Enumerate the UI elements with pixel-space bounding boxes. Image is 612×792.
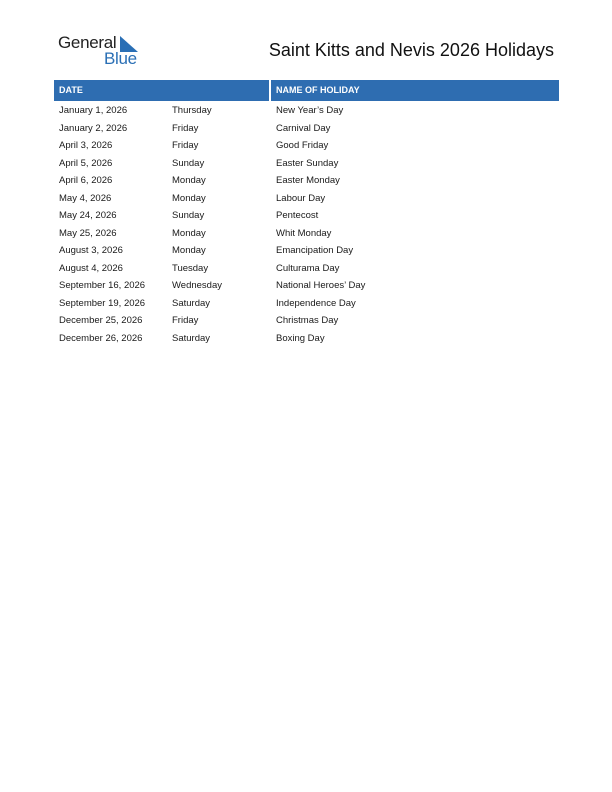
- holiday-name: New Year’s Day: [276, 105, 344, 116]
- holiday-weekday: Sunday: [172, 157, 205, 169]
- holiday-weekday: Monday: [172, 245, 206, 256]
- holiday-weekday: Sunday: [172, 210, 205, 221]
- holiday-date: May 24, 2026: [59, 210, 117, 221]
- holiday-name: Independence Day: [276, 297, 356, 309]
- table-row: [54, 225, 559, 243]
- table-row: [54, 295, 559, 313]
- holiday-name: Christmas Day: [276, 315, 339, 326]
- logo-word-blue: Blue: [104, 49, 137, 68]
- holiday-date: April 6, 2026: [59, 175, 113, 186]
- table-row: [54, 242, 559, 260]
- holiday-weekday: Monday: [172, 192, 206, 204]
- table-row: [54, 155, 559, 173]
- holiday-weekday: Monday: [172, 227, 206, 239]
- holiday-weekday: Friday: [172, 315, 199, 326]
- table-row: [54, 137, 559, 155]
- holiday-date: January 2, 2026: [59, 122, 128, 134]
- holiday-weekday: Monday: [172, 175, 206, 186]
- holiday-name: Good Friday: [276, 140, 329, 151]
- table-row: [54, 277, 559, 295]
- table-row: [54, 330, 559, 348]
- table-row: [54, 207, 559, 225]
- holiday-date: December 25, 2026: [59, 315, 143, 326]
- table-body: [54, 101, 559, 347]
- holiday-date: September 19, 2026: [59, 297, 146, 309]
- holiday-table: [54, 80, 559, 347]
- holiday-weekday: Tuesday: [172, 262, 209, 274]
- table-row: [54, 190, 559, 208]
- table-row: [54, 172, 559, 190]
- holiday-name: Labour Day: [276, 192, 326, 204]
- holiday-date: April 5, 2026: [59, 157, 113, 169]
- holiday-name: Emancipation Day: [276, 245, 354, 256]
- holiday-name: Culturama Day: [276, 262, 340, 274]
- table-row: [54, 120, 559, 138]
- logo-word-general: General: [58, 33, 117, 52]
- holiday-name: National Heroes’ Day: [276, 280, 366, 291]
- holiday-name: Whit Monday: [276, 227, 332, 239]
- holiday-name: Easter Sunday: [276, 157, 339, 169]
- holiday-date: August 4, 2026: [59, 262, 123, 274]
- holiday-date: December 26, 2026: [59, 332, 143, 344]
- holiday-weekday: Saturday: [172, 297, 211, 309]
- holiday-name: Easter Monday: [276, 175, 340, 186]
- holiday-weekday: Friday: [172, 122, 199, 134]
- table-row: [54, 312, 559, 330]
- holiday-date: May 25, 2026: [59, 227, 117, 239]
- table-row: [54, 260, 559, 278]
- table-header: [54, 80, 559, 101]
- holiday-name: Carnival Day: [276, 122, 331, 134]
- holiday-date: May 4, 2026: [59, 192, 112, 204]
- holiday-date: April 3, 2026: [59, 140, 113, 151]
- holiday-name: Pentecost: [276, 210, 319, 221]
- holiday-weekday: Saturday: [172, 332, 211, 344]
- holiday-date: August 3, 2026: [59, 245, 123, 256]
- holiday-weekday: Friday: [172, 140, 199, 151]
- page-title: Saint Kitts and Nevis 2026 Holidays: [268, 40, 554, 60]
- header-date: DATE: [54, 80, 269, 101]
- holiday-weekday: Wednesday: [172, 280, 222, 291]
- holiday-weekday: Thursday: [172, 105, 212, 116]
- header-holiday-name: NAME OF HOLIDAY: [271, 80, 559, 101]
- holiday-date: September 16, 2026: [59, 280, 146, 291]
- table-row: [54, 102, 559, 120]
- holiday-date: January 1, 2026: [59, 105, 128, 116]
- generalblue-logo: [58, 33, 148, 69]
- holiday-name: Boxing Day: [276, 332, 325, 344]
